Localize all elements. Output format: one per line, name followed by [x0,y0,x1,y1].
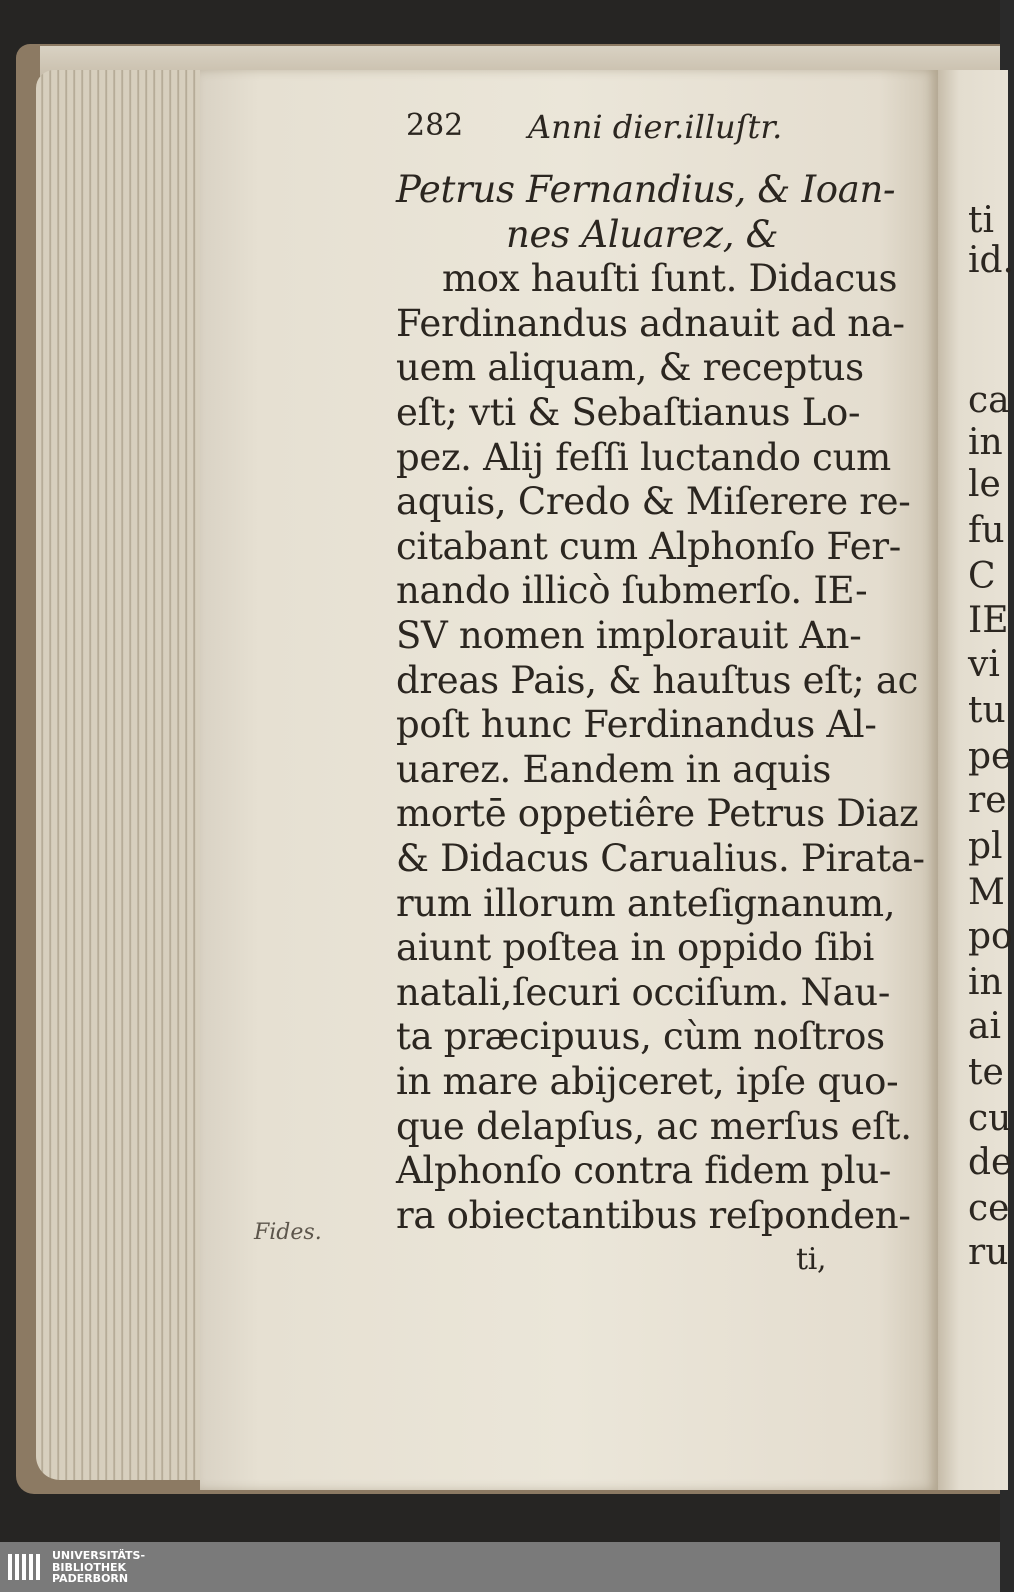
library-name-line: BIBLIOTHEK [52,1560,127,1574]
library-name-line: PADERBORN [52,1572,129,1585]
text-line: uarez. Eandem in aquis [396,747,832,791]
text-line: pez. Alij feſſi luctando cum [396,435,891,479]
text-line: nes Aluarez, & [506,212,779,256]
library-name [52,1550,145,1585]
text-line: Ferdinandus adnauit ad na- [396,301,905,345]
facing-fragment: id. [968,240,1014,281]
facing-fragment: ca [968,380,1010,421]
facing-fragment: IE [968,600,1009,641]
text-line: uem aliquam, & receptus [396,346,864,390]
facing-fragment: le [968,464,1001,505]
facing-fragment: pl [968,826,1003,867]
text-line: mortē oppetiêre Petrus Diaz [396,792,919,836]
text-line: ra obiectantibus reſponden- [396,1193,911,1237]
page-number: 282 [406,108,464,143]
facing-fragment: fu [968,510,1005,551]
facing-fragment: re [968,780,1007,821]
text-line: eſt; vti & Sebaſtianus Lo- [396,391,861,434]
text-line: SV nomen implorauit An- [396,614,862,657]
text-line: ta præcipuus, cùm noſtros [396,1015,885,1059]
text-line: que delapſus, ac merſus eſt. [396,1104,912,1148]
text-line: citabant cum Alphonſo Fer- [396,524,901,568]
facing-fragment: M [968,872,1005,913]
text-line: in mare abijceret, ipſe quo- [396,1060,899,1103]
text-line: Petrus Fernandius, & Ioan- [396,168,896,211]
text-line: poſt hunc Ferdinandus Al- [396,703,877,747]
catchword: ti, [796,1242,827,1278]
facing-fragment: ce [968,1188,1010,1229]
text-line: & Didacus Carualius. Pirata- [396,837,925,880]
text-line: natali,ſecuri occiſum. Nau- [396,970,891,1014]
facing-fragment: vi [968,644,1000,685]
text-line: rum illorum anteſignanum, [396,881,896,925]
margin-note: Fides. [254,1220,322,1245]
page-edges [36,70,206,1480]
text-line: nando illicò ſubmerſo. IE- [396,569,868,613]
facing-fragment: te [968,1052,1004,1093]
facing-fragment: cu [968,1098,1012,1139]
text-line: aquis, Credo & Miſerere re- [396,480,911,524]
library-logo-icon [6,1548,44,1586]
facing-fragment: pe [968,736,1013,777]
text-line: mox hauſti ſunt. Didacus [442,257,898,301]
facing-fragment: in [968,962,1003,1003]
running-head: Anni dier.illuſtr. [528,108,783,146]
page-header [406,108,836,156]
footer-bar [0,1542,1000,1592]
facing-fragment: ti [968,200,994,241]
facing-fragment: ai [968,1006,1001,1047]
facing-fragment: tu [968,690,1006,731]
library-name-line: UNIVERSITÄTS- [52,1549,146,1562]
facing-fragment: de [968,1142,1013,1183]
facing-fragment: in [968,422,1003,463]
text-line: aiunt poſtea in oppido ſibi [396,926,874,970]
facing-fragment: po [968,916,1013,957]
text-line: dreas Pais, & hauſtus eſt; ac [396,658,919,702]
facing-fragment: ru [968,1232,1009,1273]
facing-fragment: C [968,556,996,597]
text-line: Alphonſo contra fidem plu- [396,1149,892,1193]
